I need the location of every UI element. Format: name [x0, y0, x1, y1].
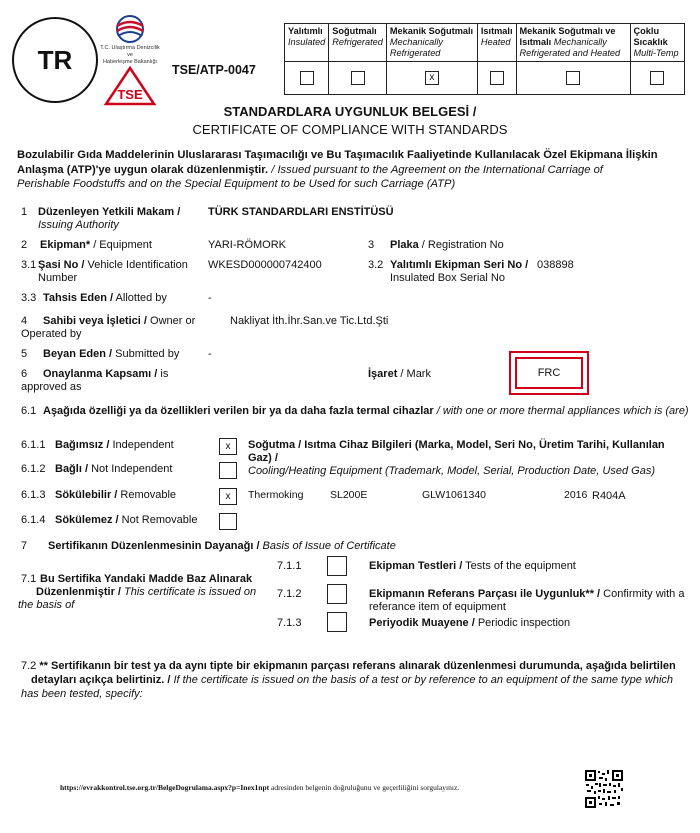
vin-value: WKESD000000742400 — [208, 259, 322, 271]
verification-link[interactable]: https://evrakkontrol.tse.org.tr/BelgeDogrulama.aspx?p=Inex1npt — [60, 783, 270, 792]
not-independent-label: Bağlı / Not Independent — [55, 463, 173, 475]
category-insulated: Yalıtımlı Insulated — [285, 24, 329, 62]
qr-code — [584, 769, 624, 809]
ministry-logo — [108, 14, 152, 44]
section-7-1-label: Bu Sertifika Yandaki Madde Baz Alınarak Düzenlenmiştir / This certificate is issued on the basis of — [18, 573, 257, 611]
intro-text: Bozulabilir Gıda Maddelerinin Uluslararası Taşımacılığı ve Bu Taşımacılık Faaliyetinde Kullanılacak Özel Ekipmana İlişkin Anlaşma (ATP)'ye uygun olarak düzenlenmiştir. / Issued pursuant to the Agreement on the International Carriage of Perishable Foodstuffs and on the Special Equipment to be Used for such Carriage (ATP) — [17, 149, 658, 190]
owner-label: Sahibi veya İşletici / Owner or Operated by — [21, 315, 196, 340]
checkbox-not-removable[interactable] — [219, 513, 237, 530]
unit-year: 2016 — [564, 489, 588, 501]
checkbox-mech-refrigerated-heated[interactable] — [566, 71, 580, 85]
globe-icon — [108, 14, 152, 44]
removable-label: Sökülebilir / Removable — [55, 489, 177, 501]
equipment-label: Ekipman* / Equipment — [40, 239, 152, 251]
country-code-badge: TR — [12, 17, 98, 103]
allotted-by-label: Tahsis Eden / Allotted by — [43, 292, 167, 304]
equipment-value: YARI-RÖMORK — [208, 239, 287, 251]
approved-as-label: Onaylanma Kapsamı / is approved as — [21, 368, 169, 393]
unit-model: SL200E — [330, 489, 368, 501]
category-mech-refrigerated-heated: Mekanik Soğutmalı ve Isıtmalı Mechanically Refrigerated and Heated — [516, 24, 630, 62]
unit-serial: GLW1061340 — [422, 489, 487, 501]
ministry-name-line2: Haberleşme Bakanlığı — [102, 59, 158, 65]
owner-value: Nakliyat İth.İhr.San.ve Tic.Ltd.Şti — [230, 315, 389, 327]
equipment-tests-label: Ekipman Testleri / Tests of the equipment — [369, 560, 576, 572]
category-table — [284, 23, 685, 95]
checkbox-not-independent[interactable] — [219, 462, 237, 479]
mark-label: İşaret / Mark — [368, 368, 431, 380]
submitted-by-value: - — [208, 348, 212, 360]
reference-item-label: Ekipmanın Referans Parçası ile Uygunluk** / Confirmity with a referance item of equipment — [369, 588, 685, 613]
category-heated: Isıtmalı Heated — [477, 24, 516, 62]
mark-frame — [509, 351, 589, 395]
issuing-authority-label: Düzenleyen Yetkili Makam / Issuing Authority — [38, 206, 181, 231]
checkbox-mech-refrigerated[interactable]: x — [425, 71, 439, 85]
checkbox-multi-temp[interactable] — [650, 71, 664, 85]
tse-logo — [104, 66, 156, 106]
box-serial-label: Yalıtımlı Ekipman Seri No / Insulated Box Serial No — [390, 259, 529, 284]
cooling-equipment-heading: Soğutma / Isıtma Cihaz Bilgileri (Marka, Model, Seri No, Üretim Tarihi, Kullanılan Gaz) / Cooling/Heating Equipment (Trademark, Model, Serial, Production Date, Used Gas) — [248, 439, 665, 477]
title-tr: STANDARDLARA UYGUNLUK BELGESİ / — [223, 104, 477, 119]
checkbox-heated[interactable] — [490, 71, 504, 85]
submitted-by-label: Beyan Eden / Submitted by — [43, 348, 180, 360]
category-refrigerated: Soğutmalı Refrigerated — [329, 24, 387, 62]
allotted-by-value: - — [208, 292, 212, 304]
independent-label: Bağımsız / Independent — [55, 439, 174, 451]
qr-code-icon — [584, 769, 624, 809]
vin-label: Şasi No / Vehicle Identification Number — [38, 259, 188, 284]
checkbox-reference-item[interactable] — [327, 584, 347, 604]
registration-label: Plaka / Registration No — [390, 239, 504, 251]
checkbox-refrigerated[interactable] — [351, 71, 365, 85]
section-6-1-heading: Aşağıda özelliği ya da özellikleri verilen bir ya da daha fazla termal cihazlar / with one or more thermal appliances which is (are) — [43, 405, 689, 417]
not-removable-label: Sökülemez / Not Removable — [55, 514, 198, 526]
svg-text:TSE: TSE — [117, 87, 143, 102]
checkbox-removable[interactable]: x — [219, 488, 237, 505]
mark-value: FRC — [515, 357, 583, 389]
issuing-authority-value: TÜRK STANDARDLARI ENSTİTÜSÜ — [208, 206, 394, 218]
box-serial-value: 038898 — [537, 259, 574, 271]
certificate-number: TSE/ATP-0047 — [172, 63, 256, 77]
checkbox-periodic-inspection[interactable] — [327, 612, 347, 632]
checkbox-equipment-tests[interactable] — [327, 556, 347, 576]
title-en: CERTIFICATE OF COMPLIANCE WITH STANDARDS — [192, 122, 508, 137]
verification-footer: https://evrakkontrol.tse.org.tr/BelgeDogrulama.aspx?p=Inex1npt adresinden belgenin doğruluğunu ve geçerliliğini sorgulayınız. — [60, 783, 460, 792]
ministry-name-line1: T.C. Ulaştırma Denizcilik ve — [100, 45, 160, 58]
section-7-2-text: 7.2 ** Sertifikanın bir test ya da aynı tipte bir ekipmanın parçası referans alınarak düzenlenmesi durumunda, aşağıda belirtilen detayları açıkça belirtiniz. / If the certificate is issued on the basis of a test or by reference to an equipment of the same type which has been tested, specify: — [21, 660, 676, 700]
checkbox-insulated[interactable] — [300, 71, 314, 85]
unit-brand: Thermoking — [248, 489, 304, 501]
periodic-inspection-label: Periyodik Muayene / Periodic inspection — [369, 617, 571, 629]
category-multi-temp: Çoklu Sıcaklık Multi-Temp — [630, 24, 684, 62]
checkbox-independent[interactable]: x — [219, 438, 237, 455]
category-mech-refrigerated: Mekanik Soğutmalı Mechanically Refrigerated — [386, 24, 477, 62]
section-7-heading: Sertifikanın Düzenlenmesinin Dayanağı / Basis of Issue of Certificate — [48, 540, 396, 552]
unit-gas: R404A — [592, 490, 626, 502]
